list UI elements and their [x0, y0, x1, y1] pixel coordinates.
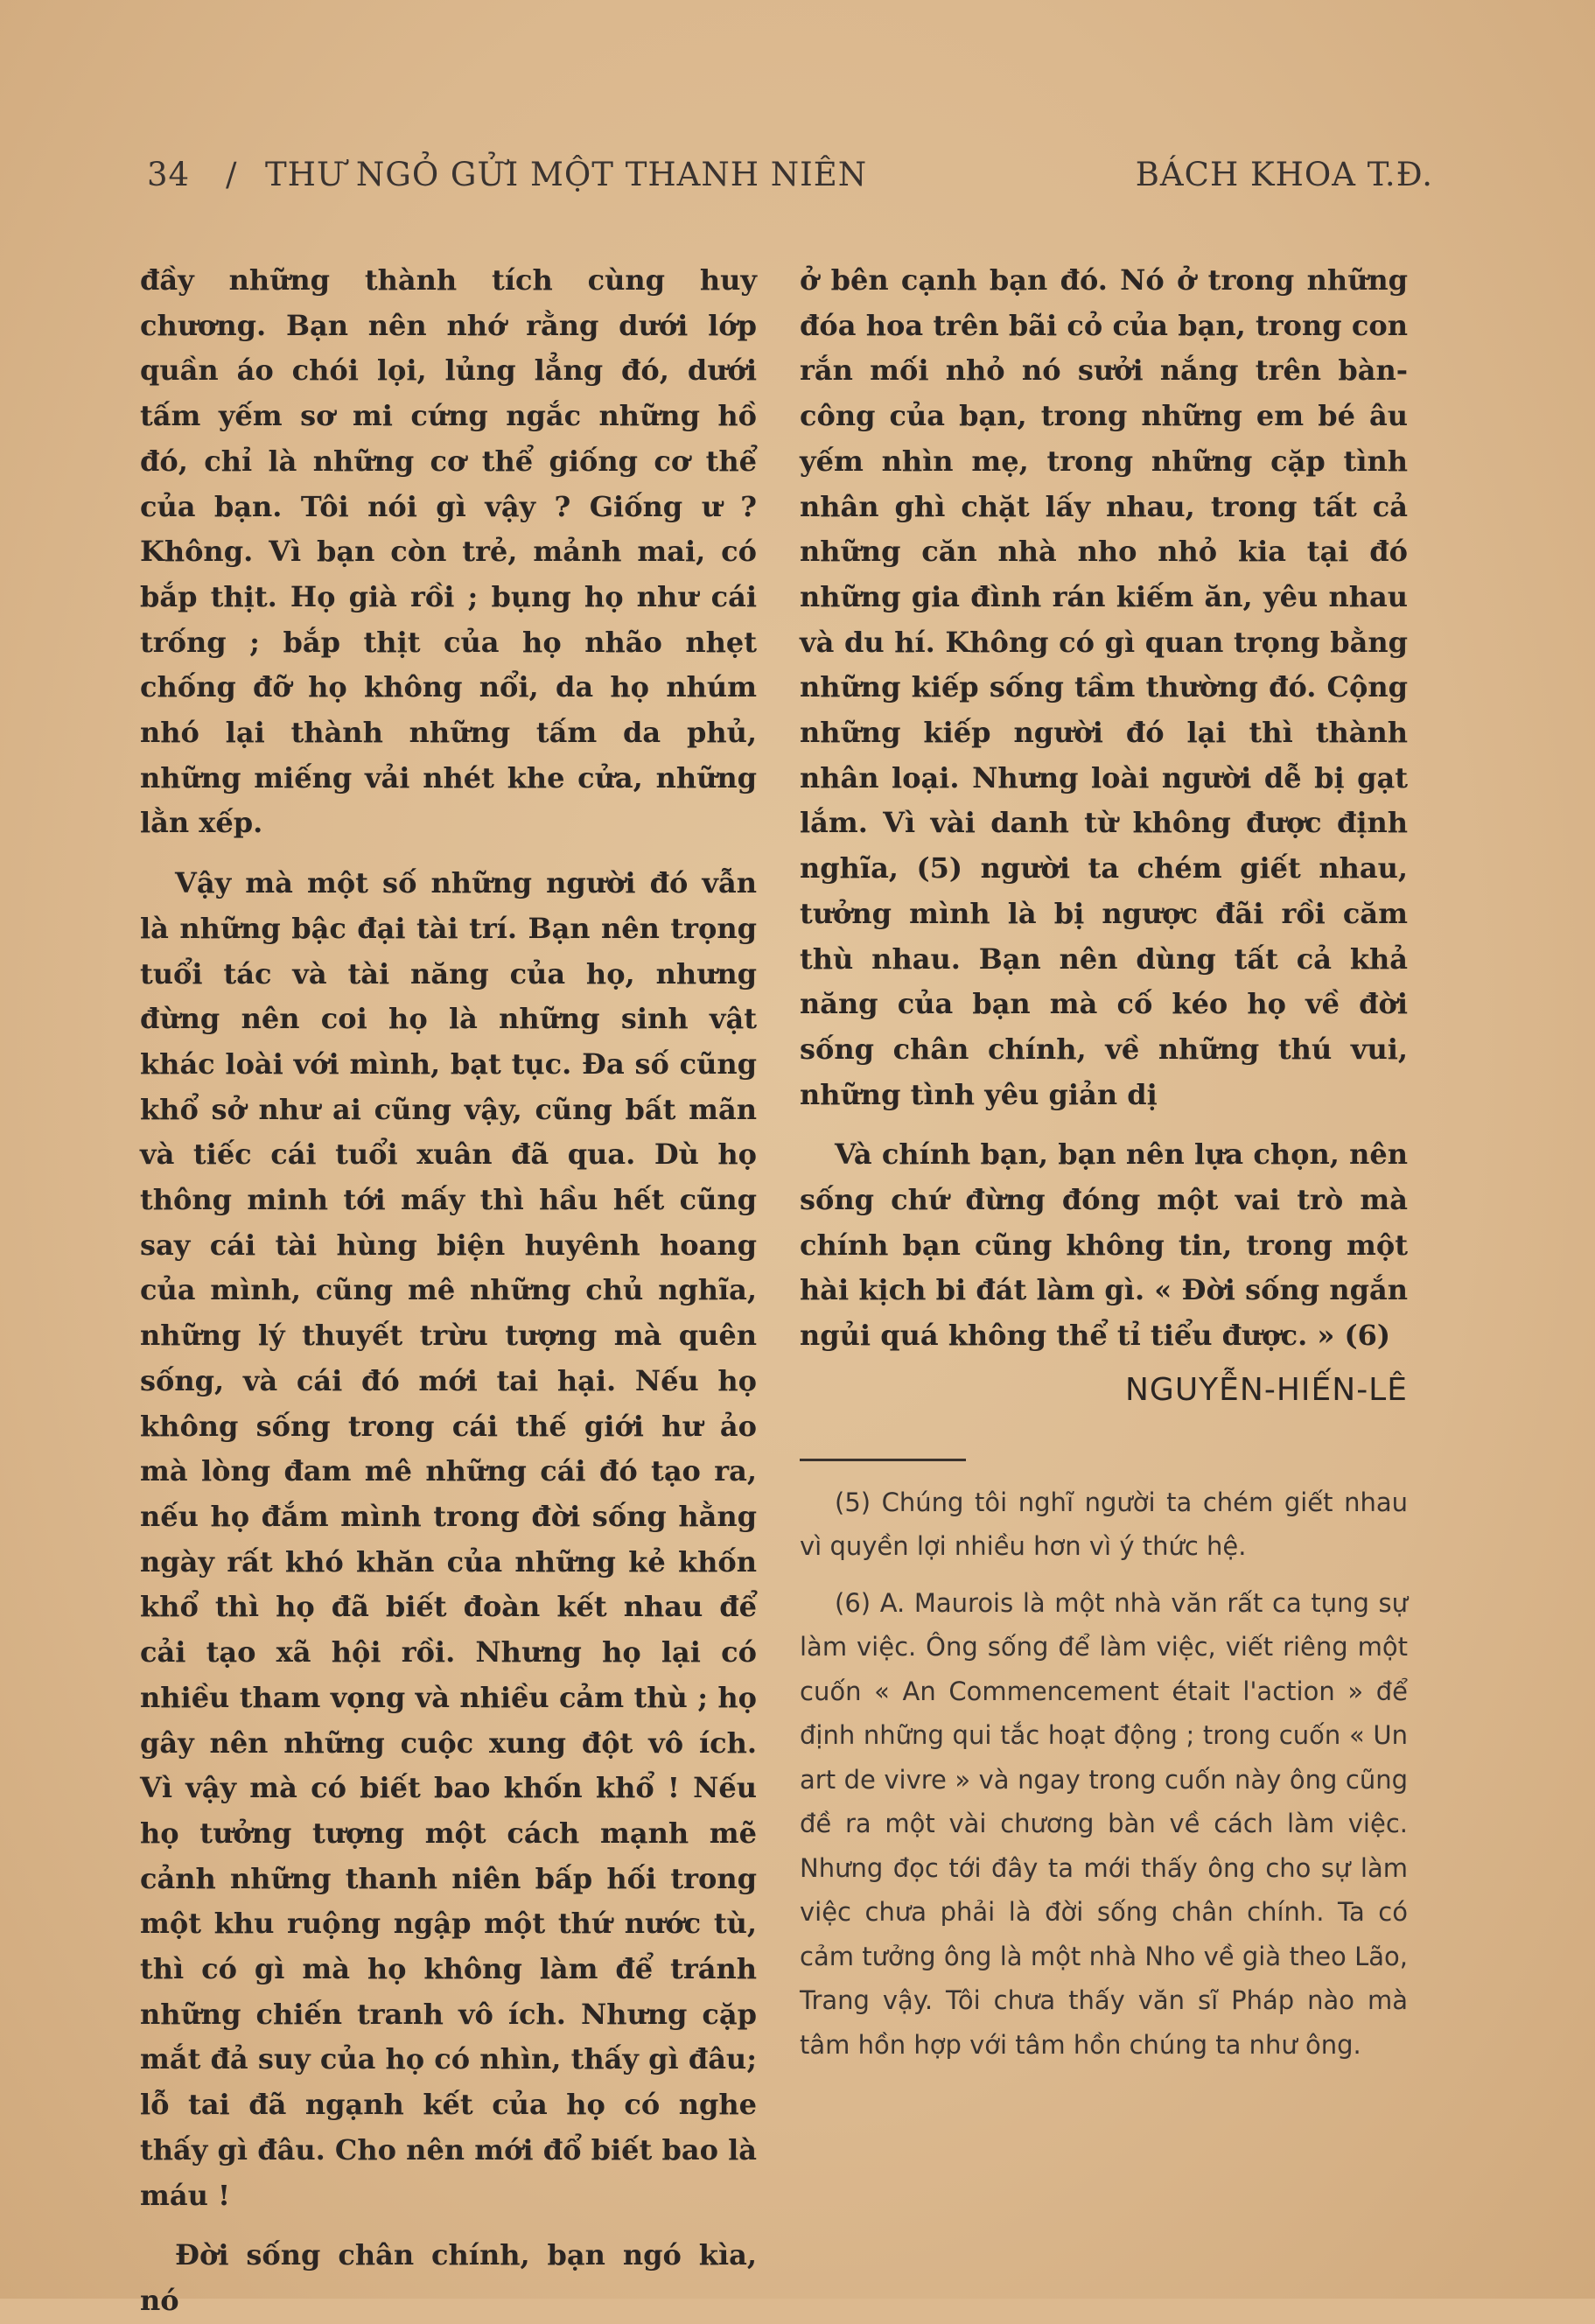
paragraph: Đời sống chân chính, bạn ngó kìa, nó — [140, 2238, 757, 2317]
paragraph: đầy những thành tích cùng huy chương. Bạn nên nhớ rằng dưới lớp quần áo chói lọi, lủng lẳng đó, dưới tấm yếm sơ mi cứng ngắc những hồ đó, chỉ là những cơ thể giống cơ thể của bạn. Tôi nói gì vậy ? Giống ư ? Không. Vì bạn còn trẻ, mảnh mai, có bắp thịt. Họ già rồi ; bụng họ như cái trống ; bắp thịt của họ nhão nhẹt chống đỡ họ không nổi, da họ nhúm nhó lại thành những tấm da phủ, những miếng vải nhét khe cửa, những lằn xếp. — [140, 263, 757, 840]
paragraph: Và chính bạn, bạn nên lựa chọn, nên sống chứ đừng đóng một vai trò mà chính bạn cũng không tin, trong một hài kịch bi đát làm gì. « Đời sống ngắn ngủi quá không thể tỉ tiểu được. » (6) — [800, 1138, 1408, 1353]
running-header — [147, 156, 1433, 208]
paragraph: Vậy mà một số những người đó vẫn là những bậc đại tài trí. Bạn nên trọng tuổi tác và tài năng của họ, nhưng đừng nên coi họ là những sinh vật khác loài với mình, bạt tục. Đa số cũng khổ sở như ai cũng vậy, cũng bất mãn và tiếc cái tuổi xuân đã qua. Dù họ thông minh tới mấy thì hầu hết cũng say cái tài hùng biện huyênh hoang của mình, cũng mê những chủ nghĩa, những lý thuyết trừu tượng mà quên sống, và cái đó mới tai hại. Nếu họ không sống trong cái thế giới hư ảo mà lòng đam mê những cái đó tạo ra, nếu họ đắm mình trong đời sống hằng ngày rất khó khăn của những kẻ khốn khổ thì họ đã biết đoàn kết nhau để cải tạo xã hội rồi. Nhưng họ lại có nhiều tham vọng và nhiều cảm thù ; họ gây nên những cuộc xung đột vô ích. Vì vậy mà có biết bao khốn khổ ! Nếu họ tưởng tượng một cách mạnh mẽ cảnh những thanh niên bấp hối trong một khu ruộng ngập một thứ nước tù, thì có gì mà họ không làm để tránh những chiến tranh vô ích. Nhưng cặp mắt đả suy của họ có nhìn, thấy gì đâu; lỗ tai đã ngạnh kết của họ có nghe thấy gì đâu. Cho nên mới đổ biết bao là máu ! — [140, 866, 757, 2212]
header-separator: / — [226, 156, 238, 193]
left-column — [140, 258, 757, 2324]
author-signature: NGUYỄN-HIẾN-LÊ — [1125, 1371, 1408, 1408]
footnote-6: (6) A. Maurois là một nhà văn rất ca tụng sự làm việc. Ông sống để làm việc, viết riêng một cuốn « An Commencement était l'action » để định những qui tắc hoạt động ; trong cuốn « Un art de vivre » và ngay trong cuốn này ông cũng đề ra một vài chương bàn về cách làm việc. Nhưng đọc tới đây ta mới thấy ông cho sự làm việc chưa phải là đời sống chân chính. Ta có cảm tưởng ông là một nhà Nho về già theo Lão, Trang vậy. Tôi chưa thấy văn sĩ Pháp nào mà tâm hồn hợp với tâm hồn chúng ta như ông. — [800, 1587, 1408, 2060]
footnote-divider — [800, 1459, 966, 1461]
right-column — [800, 258, 1408, 2067]
footnote-5: (5) Chúng tôi nghĩ người ta chém giết nhau vì quyền lợi nhiều hơn vì ý thức hệ. — [800, 1487, 1408, 1562]
magazine-name: BÁCH KHOA T.Đ. — [1135, 156, 1433, 193]
paragraph: ở bên cạnh bạn đó. Nó ở trong những đóa hoa trên bãi cỏ của bạn, trong con rắn mối nhỏ nó sưởi nắng trên bàn-công của bạn, trong những em bé âu yếm nhìn mẹ, trong những cặp tình nhân ghì chặt lấy nhau, trong tất cả những căn nhà nho nhỏ kia tại đó những gia đình rán kiếm ăn, yêu nhau và du hí. Không có gì quan trọng bằng những kiếp sống tầm thường đó. Cộng những kiếp người đó lại thì thành nhân loại. Nhưng loài người dễ bị gạt lắm. Vì vài danh từ không được định nghĩa, (5) người ta chém giết nhau, tưởng mình là bị ngược đãi rồi căm thù nhau. Bạn nên dùng tất cả khả năng của bạn mà cố kéo họ về đời sống chân chính, về những thú vui, những tình yêu giản dị — [800, 263, 1408, 1111]
article-title: THƯ NGỎ GỬI MỘT THANH NIÊN — [265, 156, 868, 193]
page-number: 34 — [147, 156, 191, 193]
